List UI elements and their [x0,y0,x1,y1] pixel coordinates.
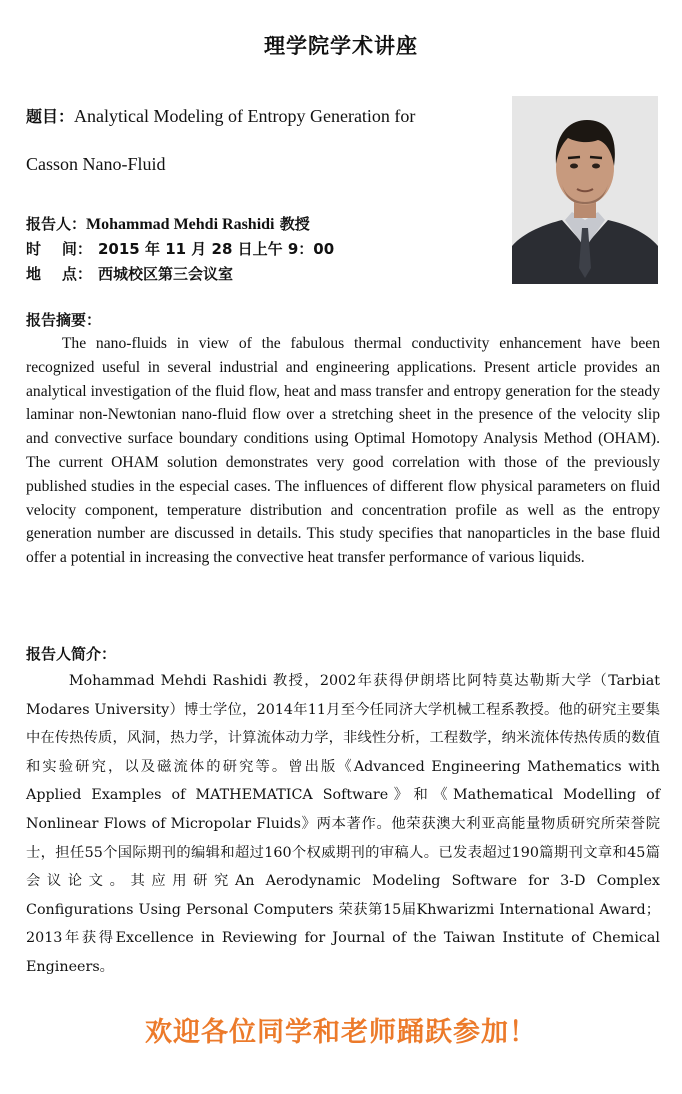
bio-heading: 报告人简介： [26,645,117,663]
topic-line-2 [26,151,506,199]
page-title: 理学院学术讲座 [264,34,418,58]
welcome-message: 欢迎各位同学和老师踊跃参加！ [145,1017,537,1048]
topic-block [26,103,506,199]
speaker-name: Mohammad Mehdi Rashidi [86,216,275,233]
abstract-text: The nano-fluids in view of the fabulous thermal conductivity enhancement have been recognized useful in several industrial and engineering applications. Present article provides an analytical investigation of the fluid flow, heat and mass transfer and entropy generation for the steady laminar non-Newtonian nano-fluid flow over a stretching sheet in the presence of the velocity slip and convective surface boundary conditions using Optimal Homotopy Analysis Method (OHAM). The current OHAM solution demonstrates very good correlation with those of the previously published studies in the especial cases. The influences of different flow physical parameters on fluid velocity component, temperature distribution and concentration profile as well as the entropy generation number are discussed in details. This study specifies that nanoparticles in the base fluid offer a potential in increasing the convective heat transfer performance of various liquids. [26,335,660,567]
speaker-photo [512,96,658,284]
topic-title-part-2: Casson Nano-Fluid [26,154,166,174]
location-value: 西城校区第三会议室 [98,265,234,283]
speaker-row [26,212,506,237]
topic-label: 题目： [26,107,75,126]
bio-text: Mohammad Mehdi Rashidi 教授，2002年获得伊朗塔比阿特莫达勒斯大学（Tarbiat Modares University）博士学位，2014年11月至今任同济大学机械工程系教授。他的研究主要集中在传热传质，风洞，热力学，计算流体动力学，非线性分析，工程数学，纳米流体传热传质的数值和实验研究，以及磁流体的研究等。曾出版《Advanced Engineering Mathematics with Applied Examples of MATHEMATICA Software》和《Mathematical Modelling of Nonlinear Flows of Micropolar Fluids》两本著作。他荣获澳大利亚高能量物质研究所荣誉院士，担任55个国际期刊的编辑和超过160个权威期刊的审稿人。已发表超过190篇期刊文章和45篇会议论文。其应用研究An Aerodynamic Modeling Software for 3-D Complex Configurations Using Personal Computers 荣获第15届Khwarizmi International Award；2013年获得Excellence in Reviewing for Journal of the Taiwan Institute of Chemical Engineers。 [26,673,660,975]
speaker-portrait-image [512,96,658,284]
location-label: 地 点： [26,265,92,283]
event-info [26,212,506,287]
topic-line-1 [26,103,506,151]
speaker-title: 教授 [274,215,310,233]
speaker-label: 报告人： [26,215,87,233]
abstract-heading: 报告摘要： [26,311,102,329]
time-label: 时 间： [26,240,92,258]
location-row [26,262,506,287]
time-row [26,237,506,262]
time-value: 2015 年 11 月 28 日上午 9：00 [98,240,335,258]
topic-title-part-1: Analytical Modeling of Entropy Generation for [74,106,416,126]
